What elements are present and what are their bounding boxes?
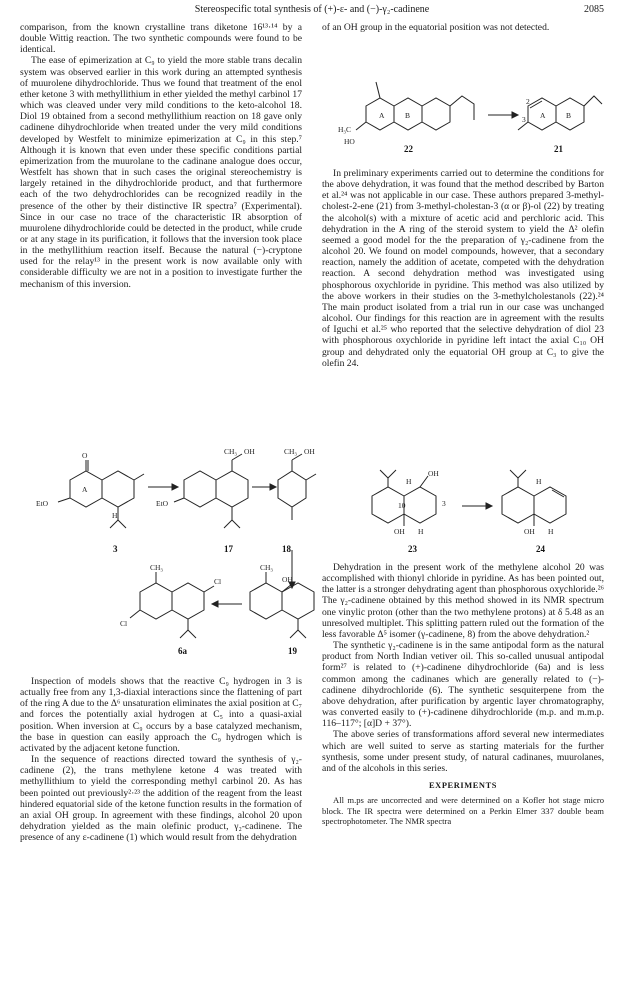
scheme-compounds-23-24 xyxy=(322,456,604,556)
atom-label: H xyxy=(406,477,412,486)
paragraph: All m.ps are uncorrected and were determined on a Kofler hot stage micro block. The IR spectra were determined on a Perkin Elmer 337 double beam spectrophotometer. The NMR spectra xyxy=(322,795,604,827)
scheme-compounds-22-21 xyxy=(322,60,604,160)
right-column-bottom xyxy=(322,562,604,827)
compound-label-6a: 6a xyxy=(178,646,187,656)
paragraph: In the sequence of reactions directed toward the synthesis of γ₂-cadinene (2), the trans methylene ketone 4 was treated with methyllithium to yield the corresponding methyl carbinol 20. As has been pointed out previously²·²³ the addition of the reagent from the least hindered equatorial side of the ketone function results in the formation of an axial OH group. In agreement with these findings, alcohol 20 upon dehydration yielded as the main olefinic product, γ₂-cadinene. The presence of any ε-cadinene (1) which would result from the dehydration xyxy=(20,754,302,844)
atom-label: H xyxy=(536,477,542,486)
atom-label: OH xyxy=(304,447,315,456)
structure-17 xyxy=(174,454,248,528)
compound-label-17: 17 xyxy=(224,544,233,554)
atom-label: EtO xyxy=(36,499,49,508)
compound-label-19: 19 xyxy=(288,646,297,656)
ring-label: B xyxy=(566,111,572,120)
atom-label: EtO xyxy=(156,499,169,508)
compound-label-3: 3 xyxy=(113,544,118,554)
compound-label-23: 23 xyxy=(408,544,417,554)
atom-label: 2 xyxy=(526,97,530,106)
atom-label: CH₃ xyxy=(284,447,298,456)
structure-18 xyxy=(278,454,316,520)
compound-label-22: 22 xyxy=(404,144,413,154)
atom-label: HO xyxy=(344,137,355,146)
paragraph: The above series of transformations afford several new intermediates which are well suited to serve as starting materials for the further synthesis, some under present study, of natural cadinanes, muurolanes, and of the alcohols in this series. xyxy=(322,729,604,774)
compound-label-21: 21 xyxy=(554,144,563,154)
atom-label: 10 xyxy=(398,501,406,510)
atom-label: OH xyxy=(524,527,535,536)
structure-3 xyxy=(58,460,144,528)
atom-label: H₃C xyxy=(338,125,352,134)
atom-label: O xyxy=(82,451,88,460)
atom-label: OH xyxy=(244,447,255,456)
atom-label: CH₃ xyxy=(150,563,164,572)
ring-label: B xyxy=(405,111,411,120)
atom-label: 3 xyxy=(442,499,446,508)
atom-label: 3 xyxy=(522,115,526,124)
atom-label: CH₃ xyxy=(260,563,274,572)
structure-6a xyxy=(130,572,214,638)
ring-label: A xyxy=(540,111,546,120)
scheme-compounds-3-17-18-19-6a xyxy=(20,432,320,662)
left-column-bottom xyxy=(20,676,302,843)
paragraph: In preliminary experiments carried out to determine the conditions for the above dehydration, it was found that the method described by Barton et al.²⁴ was not applicable in our case. These authors prepared 3-methyl-cholest-2-ene (21) from 3-methyl-cholestan-3 (α or β)-ol (22) by treating the alcohol(s) with a mixture of acetic acid and perchloric acid. This dehydration in the A ring of the steroid system to yield the Δ² olefin seemed a good model for the the preparation of γ₂-cadinene from the alcohol 20. We found on model compounds, however, that a secondary reaction, namely the addition of acetate, competed with the dehydration reaction. A second dehydration method was investigated using phosphorous oxychloride in pyridine. This method was also utilized by the above workers in their studies on the 3-methylcholestanols (22).²⁴ The main product isolated from a trial run in our case was unchanged alcohol. Our findings for this reaction are in agreement with the results of Iguchi et al.²⁵ who reported that the selective dehydration of diol 23 with phosphorous oxychloride in pyridine left intact the axial C₁₀ OH group and dehydrated only the equatorial OH group at C₃ to give the olefin 24. xyxy=(322,168,604,369)
atom-label: Cl xyxy=(214,577,222,586)
atom-label: Cl xyxy=(120,619,128,628)
atom-label: OH xyxy=(282,575,293,584)
page-number: 2085 xyxy=(584,4,604,15)
compound-label-24: 24 xyxy=(536,544,545,554)
ring-label: A xyxy=(82,485,88,494)
atom-label: CH₃ xyxy=(224,447,238,456)
atom-label: OH xyxy=(394,527,405,536)
atom-label: H xyxy=(548,527,554,536)
paragraph: The ease of epimerization at C₉ to yield the more stable trans decalin system was observed earlier in this work during an attempted synthesis of muurolene dihydrochloride. Thus we found that treatment of the enol ether ketone 3 with methyllithium in ether yielded the methyl carbinol 17 which was cleaved under very mild conditions to the keto-alcohol 18. Diol 19 obtained from a second methyllithium reaction on 18 gave only cadinene dihydrochloride when treated under the very mild conditions developed by Westfelt to minimize epimerization at C₉ in this step.⁷ Although it is known that even under these specific conditions partial epimerization from the muurolane to the cadinane analogue does occur, Westfelt has shown that in such cases the original stereochemistry is largely retained in the dihydrochloride product, and that furthermore each of the two dehydrochlorides can be recognized readily in the presence of the other by their distinctive IR spectra⁷ (Experimental). Since in our case no trace of the characteristic IR absorption of muurolene dihydrochloride could be detected in the product, while crude or at any stage in its purification, it follows that the inversion took place in the methyllithium reaction itself. Because the natural (−)-cryptone used for the relay¹³ in the present work is now available only with considerable difficulty we are not in a position to investigate further the mechanism of this inversion. xyxy=(20,55,302,290)
atom-label: H xyxy=(112,511,118,520)
paragraph: Inspection of models shows that the reactive C₉ hydrogen in 3 is actually free from any 1,3-diaxial interactions since the flattening of part of the ring A due to the Δ⁶ unsaturation eliminates the axial position at C₇ and forces the potentially axial hydrogen at C₅ into a quasi-axial position. When inversion at C₉ occurs by a base catalyzed mechanism, the base in question can easily approach the C₉ hydrogen which is activated by the adjacent ketone function. xyxy=(20,676,302,754)
page-header xyxy=(20,4,604,18)
right-column-top xyxy=(322,22,604,33)
compound-label-18: 18 xyxy=(282,544,291,554)
running-title: Stereospecific total synthesis of (+)-ε- and (−)-γ₂-cadinene xyxy=(194,4,430,15)
atom-label: OH xyxy=(428,469,439,478)
atom-label: H xyxy=(418,527,424,536)
right-column-middle xyxy=(322,168,604,369)
ring-label: A xyxy=(379,111,385,120)
left-column-top xyxy=(20,22,302,290)
paragraph: of an OH group in the equatorial position was not detected. xyxy=(322,22,550,33)
paragraph: Dehydration in the present work of the methylene alcohol 20 was accomplished with thionyl chloride in pyridine. As has been pointed out, the latter is a stronger dehydrating agent than phosphorous oxychloride.²⁶ The γ₂-cadinene obtained by this method showed in its NMR spectrum one vinylic proton (other than the two methylene protons) at δ 5.48 as an unresolved multiplet. This splitting pattern ruled out the formation of the less favorable Δ⁵ isomer (γ-cadinene, 8) from the above dehydration.² xyxy=(322,562,604,640)
paragraph: comparison, from the known crystalline trans diketone 16¹³·¹⁴ by a double Wittig reaction. The two synthetic compounds were found to be identical. xyxy=(20,22,302,56)
paragraph: The synthetic γ₂-cadinene is in the same antipodal form as the natural product from North Indian vetiver oil. This so-called unusual antipodal form²⁷ is related to (+)-cadinene dihydrochloride (6a) and is less common among the cadinanes which are generally related to (−)-cadinene dihydrochloride (6). The synthetic sesquiterpene from the above dehydration, after purification by argentic layer chromatography, was converted easily to (+)-cadinene dihydrochloride (m.p. and m.m.p. 116–117°; [α]D + 37°). xyxy=(322,640,604,730)
section-heading-experiments: EXPERIMENTS xyxy=(428,780,498,790)
